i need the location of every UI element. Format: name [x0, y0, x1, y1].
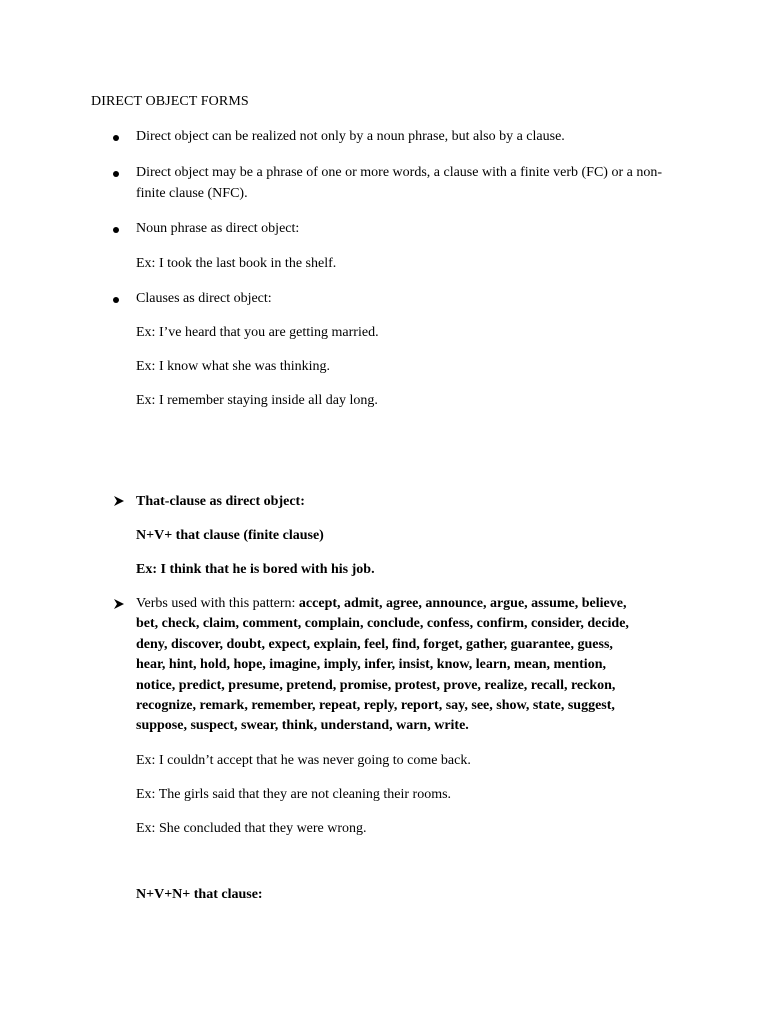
that-clause-heading: That-clause as direct object:: [136, 494, 305, 509]
arrow-bullet-icon: [113, 495, 125, 507]
bullet-dot-icon: [113, 171, 119, 177]
bullet-item-3: [110, 218, 690, 239]
bullet-text: Clauses as direct object:: [136, 291, 272, 306]
verbs-line-4: hear, hint, hold, hope, imagine, imply, infer, insist, know, learn, mean, mention,: [136, 657, 606, 673]
bullet-dot-icon: [113, 227, 119, 233]
that-clause-pattern: N+V+ that clause (finite clause): [136, 528, 324, 543]
bullet-text: Direct object may be a phrase of one or more words, a clause with a finite verb (FC) or a non- finite clause (NFC).: [136, 165, 662, 201]
that-clause-example: Ex: I think that he is bored with his job.: [136, 562, 375, 577]
bullet-item-1: [110, 126, 690, 147]
example-clause-1: Ex: I’ve heard that you are getting married.: [136, 325, 379, 340]
verbs-line-3: deny, discover, doubt, expect, explain, feel, find, forget, gather, guarantee, guess,: [136, 636, 613, 652]
verbs-list-text: accept, admit, agree, announce, argue, assume, believe,: [298, 596, 627, 611]
example-noun-phrase: Ex: I took the last book in the shelf.: [136, 256, 337, 271]
bullet-text: Noun phrase as direct object:: [136, 221, 300, 236]
nvn-that-clause-heading: N+V+N+ that clause:: [136, 887, 263, 902]
verbs-line-6: recognize, remark, remember, repeat, reply, report, say, see, show, state, suggest,: [136, 698, 615, 714]
page-title: DIRECT OBJECT FORMS: [91, 94, 249, 109]
verb-example-3: Ex: She concluded that they were wrong.: [136, 821, 367, 836]
verbs-line-1: [136, 594, 670, 614]
bullet-text: Direct object can be realized not only by a noun phrase, but also by a clause.: [136, 129, 565, 144]
verbs-paragraph: [136, 594, 670, 737]
arrow-item-that-clause: [110, 491, 690, 512]
arrow-bullet-icon: [113, 598, 125, 610]
example-clause-3: Ex: I remember staying inside all day long.: [136, 393, 378, 408]
verbs-line-2: bet, check, claim, comment, complain, conclude, confess, confirm, consider, decide,: [136, 616, 629, 632]
bullet-item-4: [110, 288, 690, 309]
verb-example-2: Ex: The girls said that they are not cleaning their rooms.: [136, 787, 452, 802]
bullet-dot-icon: [113, 135, 119, 141]
verbs-lead-text: Verbs used with this pattern:: [136, 596, 299, 611]
verbs-line-7: suppose, suspect, swear, think, understand, warn, write.: [136, 718, 469, 734]
bullet-item-2: [110, 162, 690, 204]
example-clause-2: Ex: I know what she was thinking.: [136, 359, 331, 374]
verb-example-1: Ex: I couldn’t accept that he was never going to come back.: [136, 753, 471, 768]
bullet-dot-icon: [113, 297, 119, 303]
verbs-line-5: notice, predict, presume, pretend, promise, protest, prove, realize, recall, reckon,: [136, 677, 616, 693]
